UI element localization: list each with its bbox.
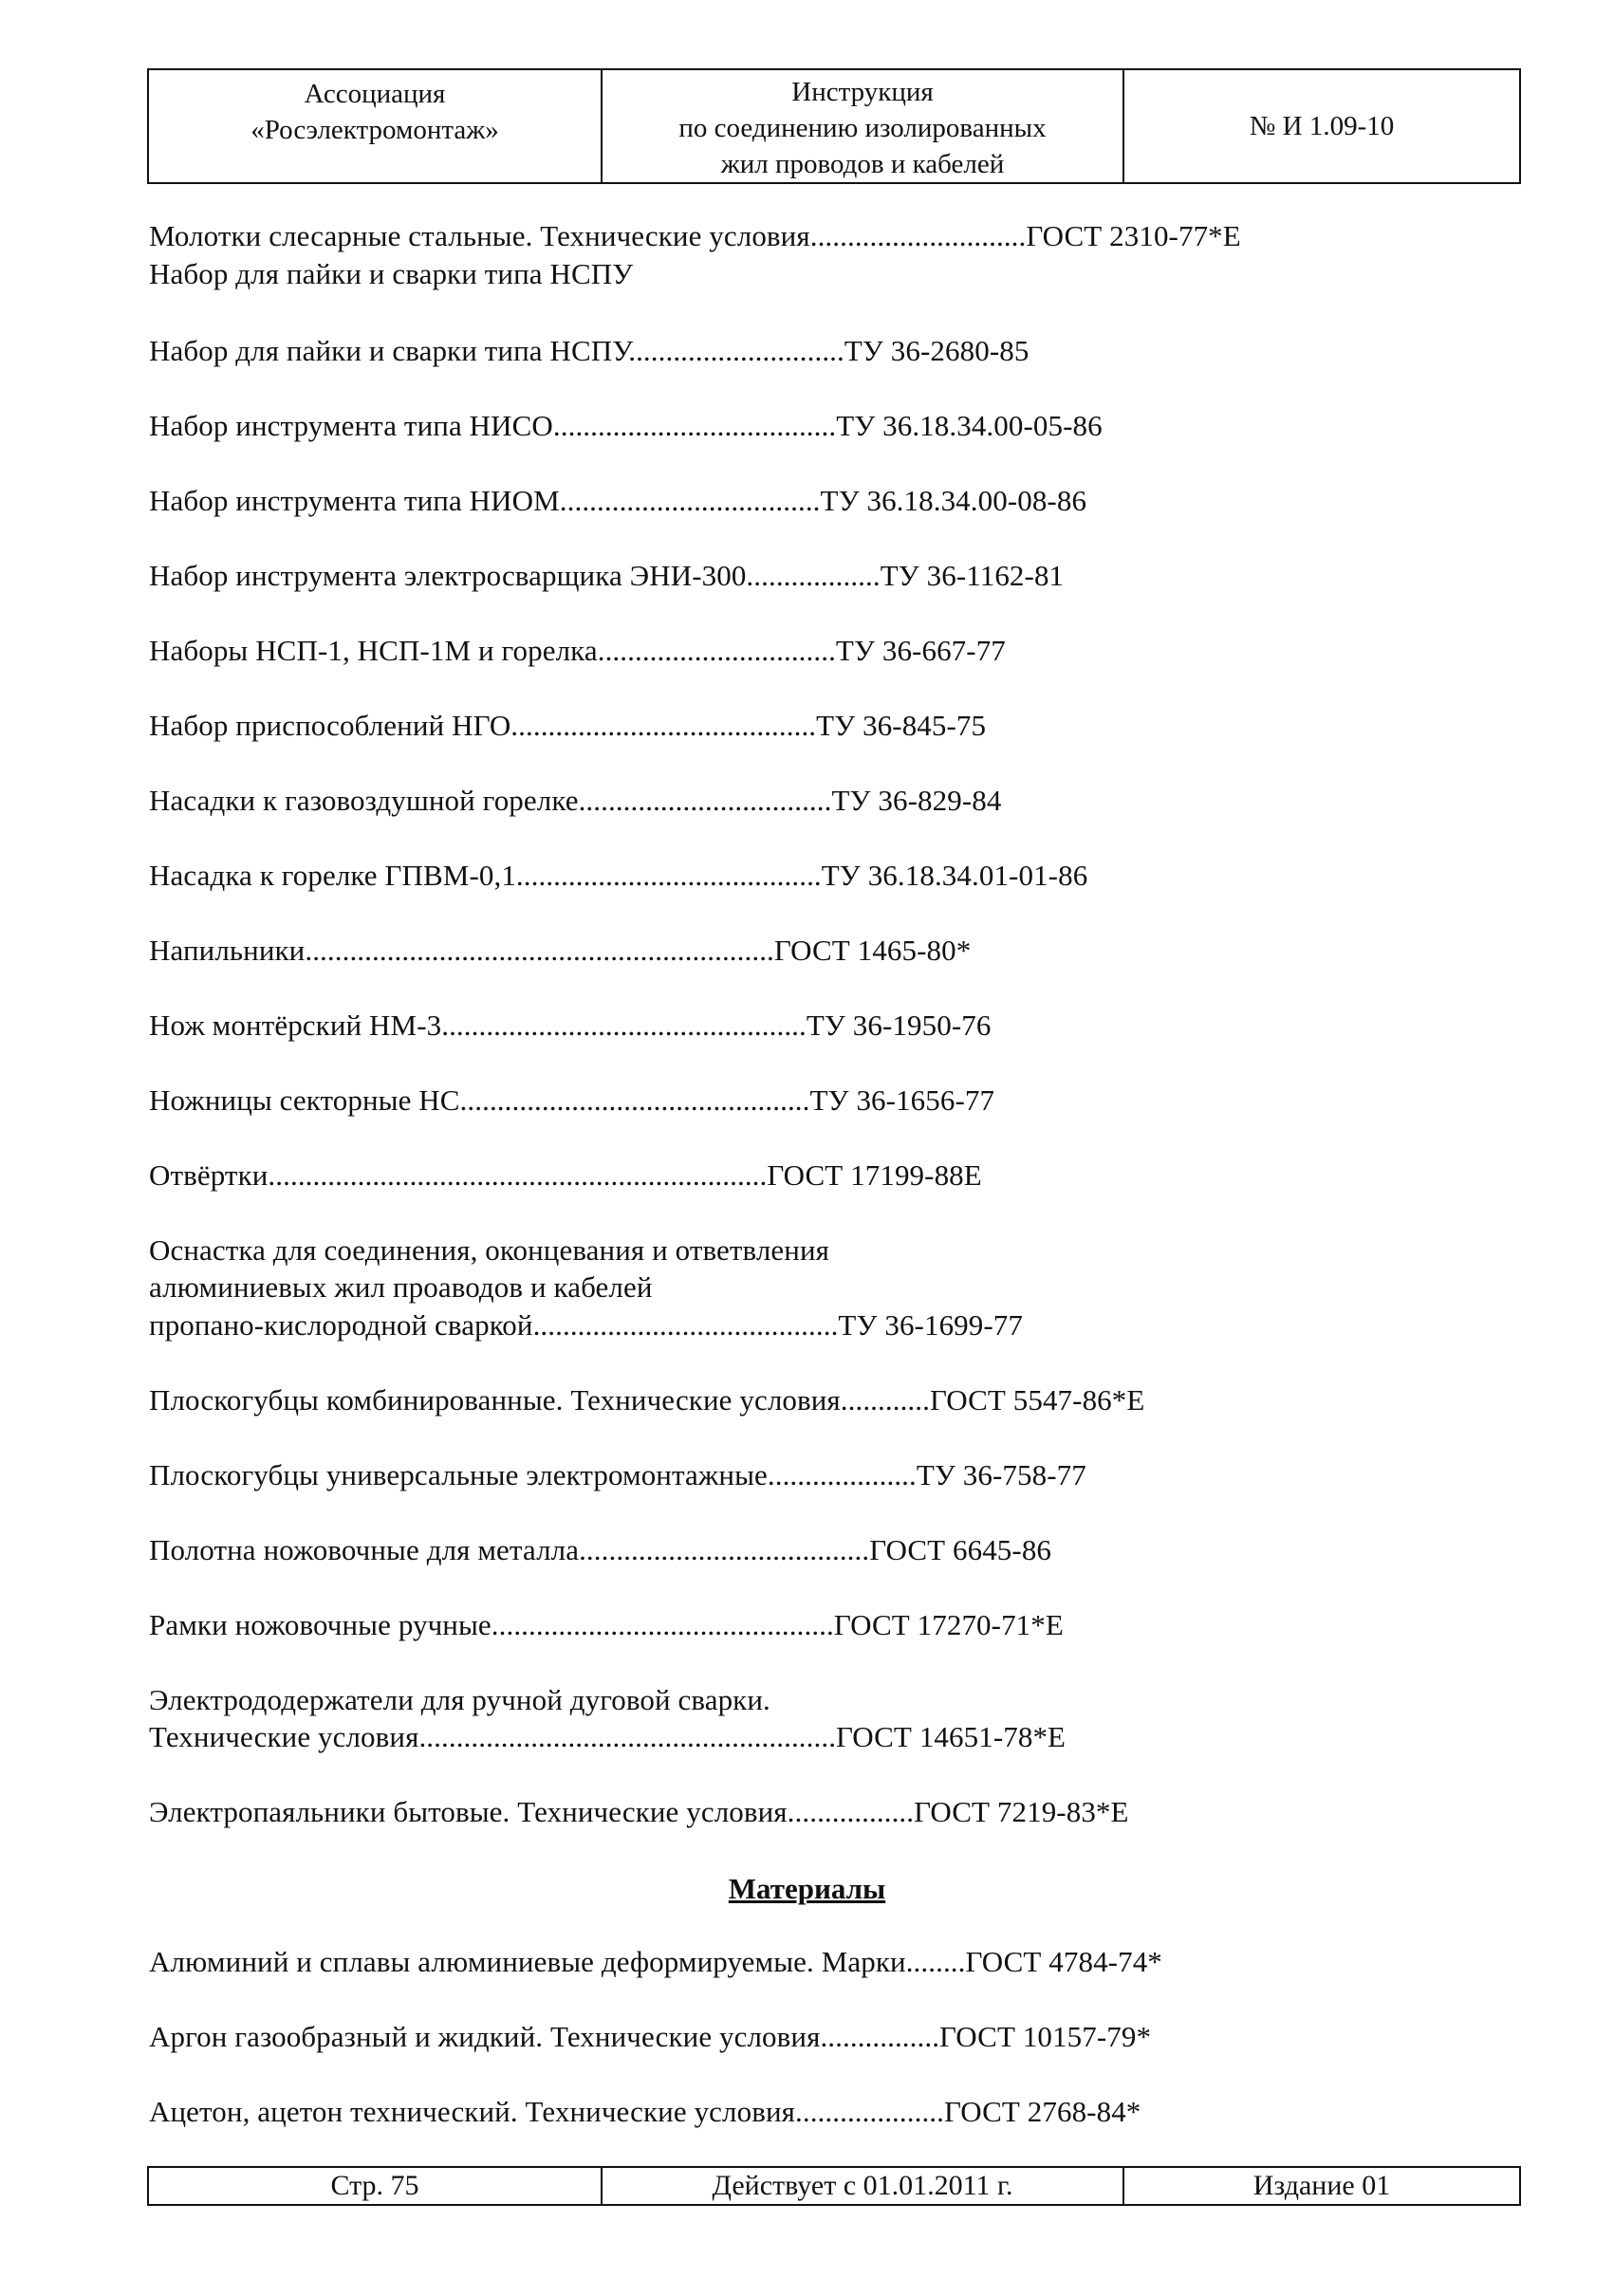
list-item: Набор для пайки и сварки типа НСПУ.............................ТУ 36-2680-85 bbox=[149, 334, 1030, 367]
list-item: Аргон газообразный и жидкий. Технические условия................ГОСТ 10157-79* bbox=[149, 2020, 1152, 2053]
list-item: Отвёртки...................................................................ГОСТ 17199-88Е bbox=[149, 1158, 982, 1192]
header-table bbox=[147, 68, 1521, 184]
organization-name: Ассоциация bbox=[304, 79, 446, 109]
section-heading-materials: Материалы bbox=[728, 1872, 886, 1905]
header-document-title-cell bbox=[602, 69, 1123, 183]
document-type: Инструкция bbox=[791, 77, 934, 107]
list-item: пропано-кислородной сваркой.........................................ТУ 36-1699-77 bbox=[149, 1308, 1023, 1342]
list-item: Ножницы секторные НС...............................................ТУ 36-1656-77 bbox=[149, 1083, 995, 1117]
list-item: Ацетон, ацетон технический. Технические условия....................ГОСТ 2768-84* bbox=[149, 2095, 1141, 2128]
footer-page-number: Стр. 75 bbox=[148, 2167, 602, 2205]
list-item: Набор инструмента типа НИОМ...................................ТУ 36.18.34.00-08-86 bbox=[149, 484, 1087, 517]
organization-brand: «Росэлектромонтаж» bbox=[250, 115, 499, 145]
list-item: алюминиевых жил проаводов и кабелей bbox=[149, 1270, 653, 1304]
list-item: Алюминий и сплавы алюминиевые деформируемые. Марки........ГОСТ 4784-74* bbox=[149, 1945, 1162, 1978]
list-item: Электрододержатели для ручной дуговой сварки. bbox=[149, 1683, 770, 1716]
list-item: Полотна ножовочные для металла.......................................ГОСТ 6645-86 bbox=[149, 1533, 1052, 1566]
list-item: Плоскогубцы универсальные электромонтажные....................ТУ 36-758-77 bbox=[149, 1458, 1086, 1491]
list-item: Нож монтёрский НМ-3.................................................ТУ 36-1950-76 bbox=[149, 1009, 992, 1042]
list-item: Электропаяльники бытовые. Технические условия.................ГОСТ 7219-83*Е bbox=[149, 1795, 1129, 1828]
list-item: Напильники...............................................................ГОСТ 1465-80* bbox=[149, 934, 972, 967]
list-item: Оснастка для соединения, оконцевания и ответвления bbox=[149, 1233, 830, 1267]
list-item: Рамки ножовочные ручные..............................................ГОСТ 17270-71*Е bbox=[149, 1608, 1064, 1641]
list-item: Насадка к горелке ГПВМ-0,1.........................................ТУ 36.18.34.01-01-86 bbox=[149, 859, 1088, 892]
list-item: Набор инструмента электросварщика ЭНИ-300..................ТУ 36-1162-81 bbox=[149, 559, 1065, 592]
list-item: Набор инструмента типа НИСО......................................ТУ 36.18.34.00-05-86 bbox=[149, 409, 1103, 442]
document-title-line-2: жил проводов и кабелей bbox=[720, 149, 1005, 179]
list-item: Набор приспособлений НГО.........................................ТУ 36-845-75 bbox=[149, 709, 987, 742]
document-number: № И 1.09-10 bbox=[1249, 111, 1395, 141]
list-item: Молотки слесарные стальные. Технические условия.............................ГОСТ 2310-77*Е bbox=[149, 219, 1241, 252]
footer-table bbox=[147, 2166, 1521, 2206]
header-document-number-cell bbox=[1123, 69, 1520, 183]
list-item: Наборы НСП-1, НСП-1М и горелка................................ТУ 36-667-77 bbox=[149, 634, 1006, 667]
header-organization-cell bbox=[148, 69, 602, 183]
document-title-line-1: по соединению изолированных bbox=[678, 113, 1047, 143]
footer-edition: Издание 01 bbox=[1123, 2167, 1520, 2205]
list-item: Технические условия........................................................ГОСТ 14651-78*Е bbox=[149, 1720, 1067, 1753]
list-item: Насадки к газовоздушной горелке..................................ТУ 36-829-84 bbox=[149, 784, 1002, 817]
list-item: Плоскогубцы комбинированные. Технические условия............ГОСТ 5547-86*Е bbox=[149, 1383, 1145, 1416]
footer-valid-from: Действует с 01.01.2011 г. bbox=[602, 2167, 1123, 2205]
list-item: Набор для пайки и сварки типа НСПУ bbox=[149, 257, 634, 290]
